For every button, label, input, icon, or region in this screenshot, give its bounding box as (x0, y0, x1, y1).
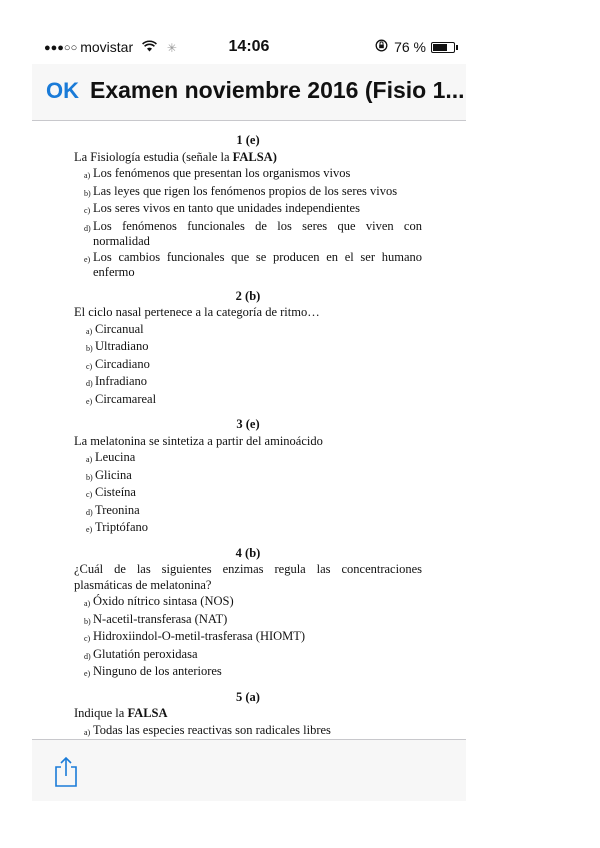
done-button[interactable]: OK (46, 78, 79, 103)
share-icon[interactable] (52, 756, 80, 788)
navigation-bar (32, 64, 466, 121)
option-letter: d) (86, 379, 93, 388)
option-text: Hidroxiindol-O-metil-trasferasa (HIOMT) (93, 629, 306, 643)
battery-fill (433, 44, 447, 51)
answer-option (84, 723, 422, 741)
option-text: Treonina (95, 502, 140, 517)
question-stem-text: El ciclo nasal pertenece a la categoría de ritmo… (74, 305, 320, 319)
battery-nub (456, 45, 458, 50)
option-letter: d) (84, 651, 91, 661)
option-text: Circadiano (95, 356, 150, 371)
option-text: Glutatión peroxidasa (93, 646, 198, 661)
option-list (74, 450, 422, 538)
option-text: Las leyes que rigen los fenómenos propios de los seres vivos (93, 183, 398, 198)
answer-option (86, 374, 422, 392)
question-stem-text: Indique la (74, 706, 128, 720)
option-letter: c) (84, 206, 91, 215)
option-letter: b) (86, 344, 93, 353)
option-text: Los fenómenos que presentan los organismos vivos (93, 166, 351, 180)
option-letter: b) (86, 472, 93, 482)
option-letter: c) (86, 490, 93, 499)
activity-spinner-icon: ✳ (166, 41, 177, 55)
document-viewer[interactable] (32, 121, 466, 739)
question-stem-text: ¿Cuál de las siguientes enzimas regula las concentraciones plasmáticas de melatonina? (74, 562, 422, 592)
answer-option (84, 629, 422, 647)
answer-option (84, 612, 422, 630)
option-text: Circamareal (95, 391, 157, 406)
option-list (74, 322, 422, 410)
option-text: Los seres vivos en tanto que unidades independientes (93, 201, 360, 215)
answer-option (86, 503, 422, 521)
status-time: 14:06 (228, 38, 270, 55)
question-number: 5 (a) (236, 689, 260, 704)
option-text: Ninguno de los anteriores (93, 664, 222, 678)
question-stem (74, 150, 422, 166)
answer-option (86, 357, 422, 375)
answer-option (84, 250, 422, 281)
status-right (375, 39, 458, 55)
option-text: Óxido nítrico sintasa (NOS) (93, 594, 234, 608)
option-letter: c) (86, 361, 93, 371)
option-letter: a) (84, 171, 91, 180)
option-letter: d) (86, 507, 93, 517)
answer-option (86, 339, 422, 357)
option-text: Circanual (95, 321, 144, 336)
option-letter: b) (84, 188, 91, 198)
rotation-lock-icon (375, 39, 388, 55)
question-stem (74, 706, 422, 722)
document-title: Examen noviembre 2016 (Fisio 1... (90, 77, 465, 103)
option-text: Los fenómenos funcionales de los seres que viven con normalidad (93, 218, 422, 248)
option-text: N-acetil-transferasa (NAT) (93, 611, 228, 626)
option-letter: a) (84, 727, 91, 737)
answer-option (86, 468, 422, 486)
option-list (74, 166, 422, 281)
option-text: Ultradiano (95, 339, 149, 353)
question-number: 2 (b) (235, 288, 261, 303)
option-letter: d) (84, 223, 91, 233)
question-stem-text: La melatonina se sintetiza a partir del aminoácido (74, 433, 323, 448)
option-text: Infradiano (95, 374, 148, 388)
option-letter: e) (86, 396, 93, 406)
option-letter: a) (86, 455, 93, 464)
answer-option (84, 201, 422, 219)
option-text: Triptófano (95, 520, 149, 534)
option-letter: e) (86, 525, 93, 534)
bottom-toolbar (32, 739, 466, 801)
document-page (74, 133, 422, 779)
option-text: Cisteína (95, 485, 136, 499)
question-block (74, 133, 422, 281)
signal-strength-icon: ●●●○○ (44, 42, 78, 54)
question-block (74, 417, 422, 538)
carrier-name: movistar (80, 39, 134, 55)
option-list (74, 594, 422, 682)
option-text: Glicina (95, 467, 132, 482)
question-stem (74, 562, 422, 593)
option-letter: a) (84, 599, 91, 608)
answer-option (86, 392, 422, 410)
option-text: Leucina (95, 450, 136, 464)
question-stem (74, 305, 422, 321)
answer-option (84, 664, 422, 682)
question-block (74, 546, 422, 682)
option-letter: e) (84, 669, 91, 678)
phone-screen (32, 28, 466, 800)
answer-option (84, 166, 422, 184)
answer-option (86, 520, 422, 538)
answer-option (84, 184, 422, 202)
question-stem-emphasis: FALSA) (232, 149, 277, 164)
option-letter: a) (86, 326, 93, 336)
question-stem (74, 434, 422, 450)
question-number: 4 (b) (235, 545, 261, 560)
status-bar (32, 28, 466, 64)
question-number: 3 (e) (236, 417, 260, 431)
answer-option (84, 219, 422, 250)
question-stem-text: La Fisiología estudia (señale la (74, 149, 233, 164)
answer-option (84, 647, 422, 665)
option-letter: e) (84, 254, 91, 264)
battery-percent: 76 % (394, 39, 426, 55)
option-letter: b) (84, 616, 91, 626)
answer-option (84, 594, 422, 612)
answer-option (86, 450, 422, 468)
option-letter: c) (84, 634, 91, 643)
question-number: 1 (e) (236, 133, 260, 147)
battery-icon (431, 42, 455, 53)
answer-option (86, 485, 422, 503)
option-text: Todas las especies reactivas son radicales libres (93, 722, 331, 737)
answer-option (86, 322, 422, 340)
question-stem-emphasis: FALSA (127, 706, 168, 720)
option-text: Los cambios funcionales que se producen en el ser humano enfermo (93, 249, 422, 279)
question-block (74, 289, 422, 410)
